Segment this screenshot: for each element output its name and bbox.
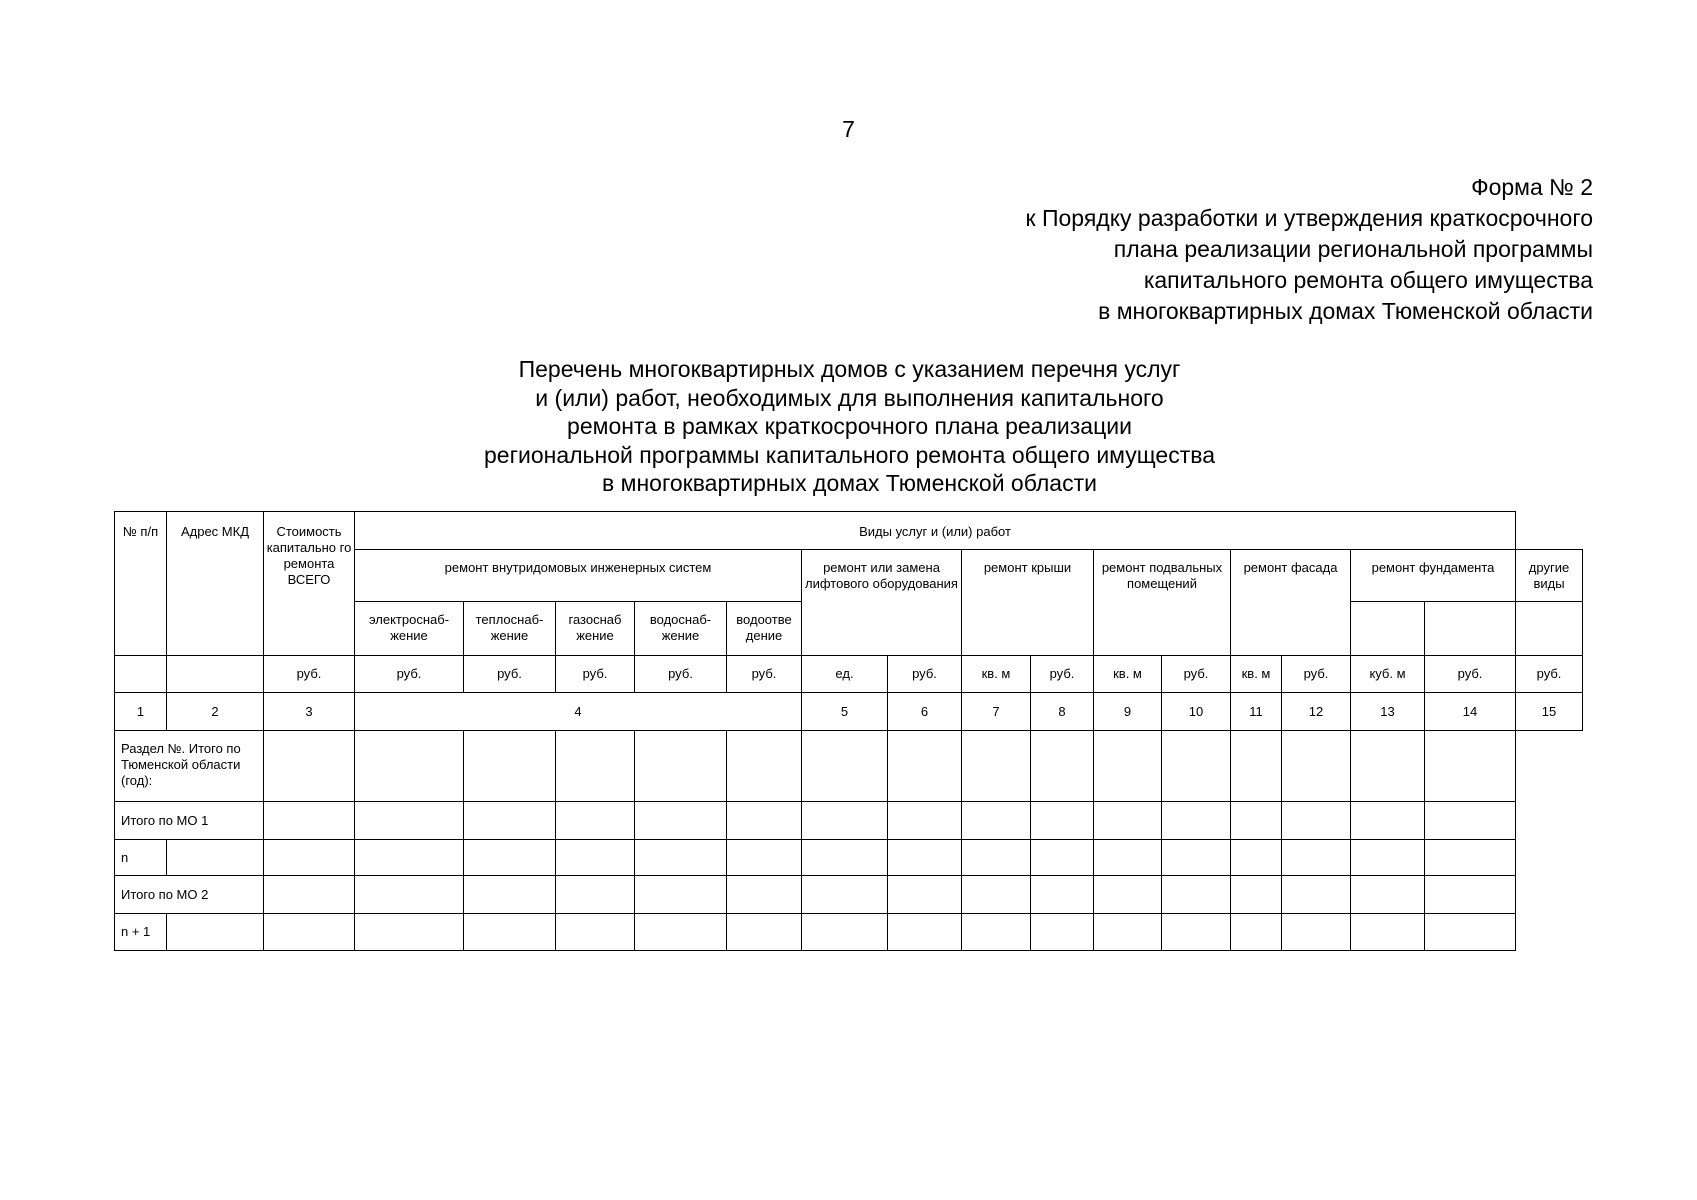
form-header-line: Форма № 2 — [1471, 174, 1593, 200]
header-basement: ремонт подвальных помещений — [1094, 550, 1231, 656]
column-number: 14 — [1425, 693, 1516, 731]
empty-cell — [888, 840, 962, 876]
empty-cell — [264, 876, 355, 914]
empty-cell — [1282, 876, 1351, 914]
header-cost: Стоимость капитально го ремонта ВСЕГО — [264, 512, 355, 656]
form-header — [1026, 172, 1593, 327]
header-drainage: водоотве дение — [727, 602, 802, 656]
empty-cell — [962, 876, 1031, 914]
header-facade: ремонт фасада — [1231, 550, 1351, 656]
empty-cell — [1282, 914, 1351, 951]
empty-cell — [888, 914, 962, 951]
empty-cell — [1162, 876, 1231, 914]
empty-cell — [727, 914, 802, 951]
empty-cell — [802, 731, 888, 802]
empty-cell — [167, 840, 264, 876]
form-header-line: к Порядку разработки и утверждения краткосрочного — [1025, 205, 1593, 231]
column-number: 3 — [264, 693, 355, 731]
empty-cell — [355, 731, 464, 802]
empty-cell — [635, 876, 727, 914]
row-label-n-plus-1: n + 1 — [115, 914, 167, 951]
empty-cell — [167, 914, 264, 951]
column-number: 1 — [115, 693, 167, 731]
row-label-mo2-total: Итого по МО 2 — [115, 876, 264, 914]
title-line: Перечень многоквартирных домов с указанием перечня услуг — [518, 356, 1181, 382]
empty-cell — [556, 731, 635, 802]
empty-cell — [1425, 731, 1516, 802]
header-heating: теплоснаб-жение — [464, 602, 556, 656]
empty-cell — [802, 914, 888, 951]
empty-cell — [888, 731, 962, 802]
title-line: и (или) работ, необходимых для выполнения капитального — [535, 384, 1164, 411]
title-line: в многоквартирных домах Тюменской области — [602, 470, 1097, 496]
empty-cell — [1094, 914, 1162, 951]
form-header-line: в многоквартирных домах Тюменской области — [1098, 298, 1593, 324]
unit-cell: руб. — [264, 656, 355, 693]
table-row — [115, 731, 1583, 802]
table-row — [115, 914, 1583, 951]
empty-cell — [1351, 731, 1425, 802]
empty-cell — [1282, 840, 1351, 876]
empty-cell — [962, 731, 1031, 802]
header-roof: ремонт крыши — [962, 550, 1094, 656]
empty-cell — [1425, 914, 1516, 951]
header-foundation: ремонт фундамента — [1351, 550, 1516, 602]
empty-cell — [464, 914, 556, 951]
empty-cell — [355, 802, 464, 840]
document-title — [0, 355, 1697, 498]
empty-cell — [556, 876, 635, 914]
empty-cell — [1351, 802, 1425, 840]
unit-cell: руб. — [888, 656, 962, 693]
empty-cell — [802, 840, 888, 876]
empty-cell — [802, 876, 888, 914]
title-line: ремонта в рамках краткосрочного плана реализации — [567, 413, 1132, 439]
empty-cell — [1282, 802, 1351, 840]
empty-cell — [888, 802, 962, 840]
column-number: 13 — [1351, 693, 1425, 731]
header-engineering: ремонт внутридомовых инженерных систем — [355, 550, 802, 602]
empty-cell — [1351, 914, 1425, 951]
empty-cell — [635, 731, 727, 802]
table-row — [115, 802, 1583, 840]
empty-cell — [1425, 802, 1516, 840]
empty-cell — [115, 656, 167, 693]
form-header-line: плана реализации региональной программы — [1113, 236, 1593, 262]
empty-cell — [464, 731, 556, 802]
unit-cell: куб. м — [1351, 656, 1425, 693]
unit-cell: руб. — [1516, 656, 1583, 693]
unit-cell: руб. — [1162, 656, 1231, 693]
empty-cell — [1031, 876, 1094, 914]
unit-cell: кв. м — [1231, 656, 1282, 693]
empty-cell — [464, 802, 556, 840]
column-number: 9 — [1094, 693, 1162, 731]
empty-cell — [962, 914, 1031, 951]
empty-cell — [1162, 840, 1231, 876]
empty-cell — [1094, 802, 1162, 840]
empty-cell — [464, 840, 556, 876]
empty-cell — [1094, 731, 1162, 802]
empty-cell — [1162, 914, 1231, 951]
empty-cell — [167, 656, 264, 693]
unit-cell: руб. — [1282, 656, 1351, 693]
empty-cell — [1031, 731, 1094, 802]
empty-cell — [1231, 731, 1282, 802]
column-number: 7 — [962, 693, 1031, 731]
unit-cell: руб. — [727, 656, 802, 693]
title-line: региональной программы капитального ремонта общего имущества — [484, 441, 1215, 468]
empty-cell — [1351, 840, 1425, 876]
empty-cell — [962, 840, 1031, 876]
empty-cell — [1351, 876, 1425, 914]
unit-cell: кв. м — [962, 656, 1031, 693]
form-header-line: капитального ремонта общего имущества — [1143, 267, 1593, 293]
column-number: 2 — [167, 693, 264, 731]
empty-cell — [1031, 914, 1094, 951]
empty-cell — [464, 876, 556, 914]
empty-cell — [1094, 876, 1162, 914]
row-label-section-total: Раздел №. Итого по Тюменской области (год): — [115, 731, 264, 802]
empty-cell — [264, 802, 355, 840]
empty-cell — [635, 802, 727, 840]
header-electricity: электроснаб-жение — [355, 602, 464, 656]
page-number: 7 — [842, 116, 855, 142]
empty-cell — [1425, 602, 1516, 656]
empty-cell — [1425, 876, 1516, 914]
column-number: 15 — [1516, 693, 1583, 731]
empty-cell — [556, 914, 635, 951]
unit-cell: руб. — [1031, 656, 1094, 693]
empty-cell — [264, 731, 355, 802]
empty-cell — [1425, 840, 1516, 876]
empty-cell — [355, 876, 464, 914]
column-number: 4 — [355, 693, 802, 731]
empty-cell — [1162, 731, 1231, 802]
empty-cell — [1516, 602, 1583, 656]
empty-cell — [1094, 840, 1162, 876]
row-label-n: n — [115, 840, 167, 876]
empty-cell — [1231, 876, 1282, 914]
unit-cell: руб. — [635, 656, 727, 693]
unit-cell: руб. — [355, 656, 464, 693]
empty-cell — [355, 914, 464, 951]
unit-cell: руб. — [1425, 656, 1516, 693]
table-row — [115, 840, 1583, 876]
empty-cell — [962, 802, 1031, 840]
empty-cell — [1351, 602, 1425, 656]
empty-cell — [1031, 802, 1094, 840]
empty-cell — [556, 802, 635, 840]
empty-cell — [802, 802, 888, 840]
unit-cell: ед. — [802, 656, 888, 693]
header-address: Адрес МКД — [167, 512, 264, 656]
row-label-mo1-total: Итого по МО 1 — [115, 802, 264, 840]
empty-cell — [1231, 914, 1282, 951]
unit-cell: руб. — [464, 656, 556, 693]
header-lift: ремонт или замена лифтового оборудования — [802, 550, 962, 656]
unit-cell: руб. — [556, 656, 635, 693]
column-number: 12 — [1282, 693, 1351, 731]
empty-cell — [727, 802, 802, 840]
empty-cell — [1231, 840, 1282, 876]
empty-cell — [1031, 840, 1094, 876]
header-services: Виды услуг и (или) работ — [355, 512, 1516, 550]
empty-cell — [264, 840, 355, 876]
empty-cell — [264, 914, 355, 951]
empty-cell — [635, 840, 727, 876]
column-number: 5 — [802, 693, 888, 731]
header-water: водоснаб-жение — [635, 602, 727, 656]
empty-cell — [1282, 731, 1351, 802]
column-number: 6 — [888, 693, 962, 731]
table-row — [115, 876, 1583, 914]
unit-cell: кв. м — [1094, 656, 1162, 693]
header-gas: газоснаб жение — [556, 602, 635, 656]
header-num: № п/п — [115, 512, 167, 656]
empty-cell — [355, 840, 464, 876]
header-other: другие виды — [1516, 550, 1583, 602]
column-number: 8 — [1031, 693, 1094, 731]
empty-cell — [727, 876, 802, 914]
empty-cell — [635, 914, 727, 951]
empty-cell — [727, 731, 802, 802]
empty-cell — [556, 840, 635, 876]
services-table — [114, 511, 1583, 951]
empty-cell — [1162, 802, 1231, 840]
empty-cell — [727, 840, 802, 876]
column-number: 10 — [1162, 693, 1231, 731]
column-number: 11 — [1231, 693, 1282, 731]
empty-cell — [888, 876, 962, 914]
empty-cell — [1231, 802, 1282, 840]
